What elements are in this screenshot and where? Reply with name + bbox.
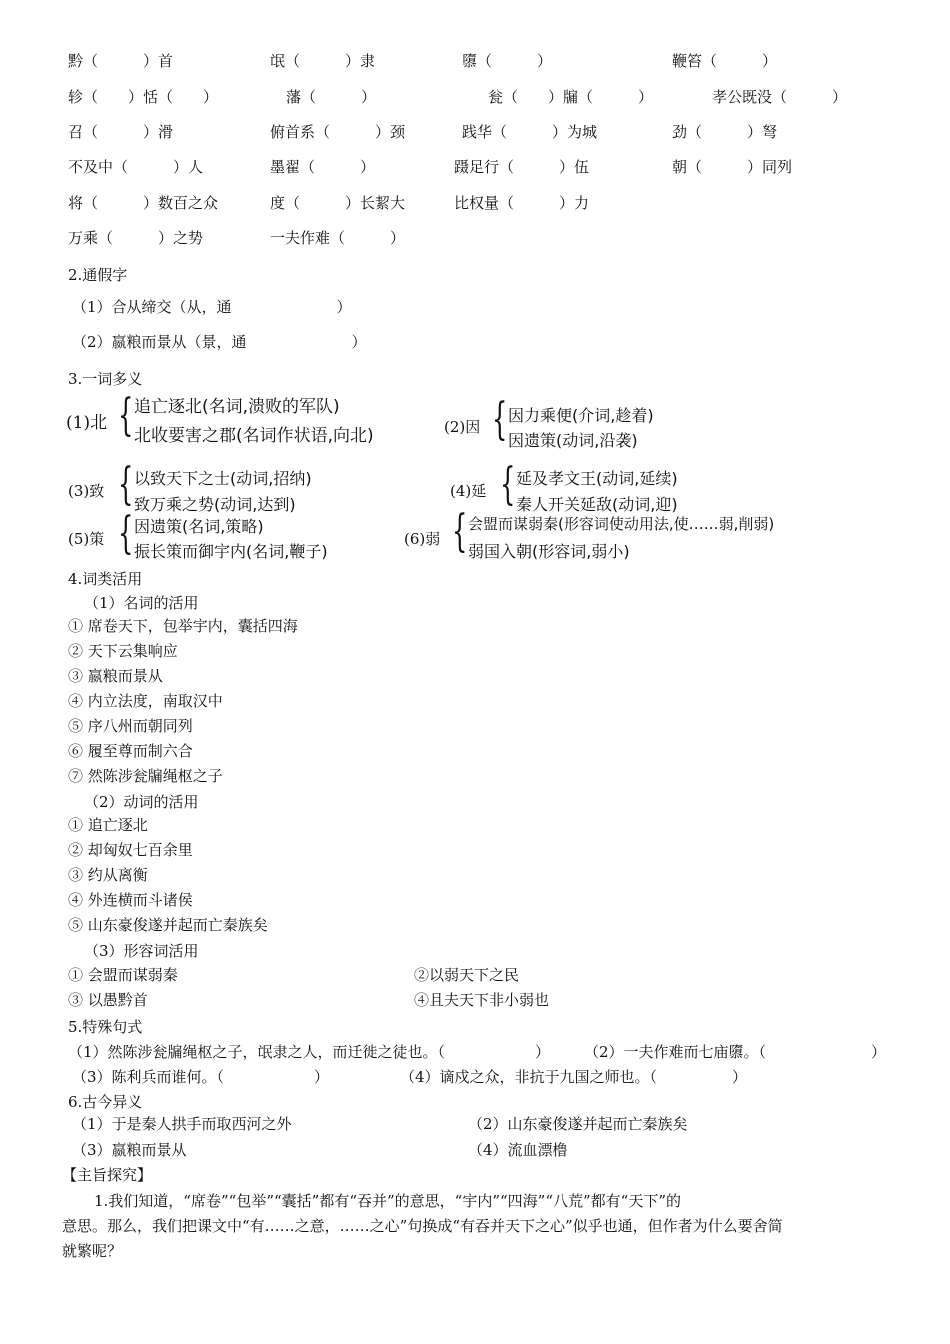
- vocab-item: 万乘（ ）之势: [68, 229, 204, 247]
- vocab-item: 孝公既没（ ）: [712, 88, 848, 106]
- vocab-item: 俯首系（ ）颈: [270, 123, 406, 141]
- polysemy-sense: 因遗策(名词,策略): [134, 517, 264, 536]
- tongjiazi-line: （2）嬴粮而景从（景，通 ）: [72, 333, 367, 351]
- example-line: ④ 内立法度，南取汉中: [68, 692, 223, 710]
- section-heading-teshujushi: 5.特殊句式: [68, 1018, 143, 1036]
- polysemy-sense: 弱国入朝(形容词,弱小): [468, 542, 630, 561]
- vocab-item: 藩（ ）: [286, 88, 377, 106]
- vocab-item: 比权量（ ）力: [454, 194, 590, 212]
- subheading: （1）名词的活用: [84, 594, 199, 612]
- example-line: ④ 外连横而斗诸侯: [68, 891, 193, 909]
- example-line: ① 追亡逐北: [68, 816, 148, 834]
- vocab-item: 度（ ）长絜大: [270, 194, 406, 212]
- vocab-item: 一夫作难（ ）: [270, 229, 406, 247]
- polysemy-label: (2)因: [444, 418, 481, 436]
- polysemy-label: (1)北: [66, 413, 108, 433]
- section-heading-gujinyiyi: 6.古今异义: [68, 1093, 143, 1111]
- example-line: ③ 嬴粮而景从: [68, 667, 163, 685]
- polysemy-sense: 致万乘之势(动词,达到): [134, 495, 296, 514]
- polysemy-sense: 秦人开关延敌(动词,迎): [516, 495, 678, 514]
- polysemy-sense: 会盟而谋弱秦(形容词使动用法,使……弱,削弱): [468, 515, 775, 533]
- polysemy-sense: 追亡逐北(名词,溃败的军队): [134, 397, 340, 417]
- tongjiazi-line: （1）合从缔交（从，通 ）: [72, 298, 352, 316]
- section-heading-cileihuoyong: 4.词类活用: [68, 570, 143, 588]
- sentence-line: （2）一夫作难而七庙隳。（ ）: [584, 1043, 887, 1061]
- vocab-item: 践华（ ）为城: [462, 123, 598, 141]
- vocab-item: 蹑足行（ ）伍: [454, 158, 590, 176]
- polysemy-sense: 延及孝文王(动词,延续): [516, 469, 678, 488]
- section-heading-tongjiazi: 2.通假字: [68, 266, 128, 284]
- sentence-line: （1）然陈涉瓮牖绳枢之子，氓隶之人，而迁徙之徒也。（ ）: [68, 1043, 551, 1061]
- sentence-line: （4）谪戍之众，非抗于九国之师也。（ ）: [400, 1068, 748, 1086]
- sentence-line: （3）陈利兵而谁何。（ ）: [72, 1068, 330, 1086]
- paragraph-line: 就繁呢？: [62, 1242, 123, 1260]
- brace-icon: {: [118, 390, 134, 441]
- paragraph-line: 意思。那么，我们把课文中“有……之意，……之心”句换成“有吞并天下之心”似乎也通，但作者为什么要舍简: [62, 1217, 783, 1235]
- brace-icon: {: [118, 459, 134, 510]
- polysemy-sense: 振长策而御宇内(名词,鞭子): [134, 542, 328, 561]
- vocab-item: 劲（ ）弩: [672, 123, 778, 141]
- polysemy-label: (4)延: [450, 482, 487, 500]
- example-line: ④且夫天下非小弱也: [414, 991, 550, 1009]
- vocab-item: 轸（ ）恬（ ）: [68, 88, 219, 106]
- example-line: ⑦ 然陈涉瓮牖绳枢之子: [68, 767, 223, 785]
- polysemy-label: (5)策: [68, 530, 105, 548]
- subheading: （3）形容词活用: [84, 942, 199, 960]
- vocab-item: 黔（ ）首: [68, 52, 174, 70]
- brace-icon: {: [118, 508, 134, 559]
- subheading: （2）动词的活用: [84, 793, 199, 811]
- vocab-item: 不及中（ ）人: [68, 158, 204, 176]
- polysemy-sense: 因遗策(动词,沿袭): [508, 431, 638, 450]
- example-line: ② 天下云集响应: [68, 642, 178, 660]
- sentence-line: （2）山东豪俊遂并起而亡秦族矣: [468, 1115, 688, 1133]
- vocab-item: 召（ ）滑: [68, 123, 174, 141]
- vocab-item: 将（ ）数百之众: [68, 194, 219, 212]
- brace-icon: {: [492, 394, 508, 445]
- vocab-item: 朝（ ）同列: [672, 158, 793, 176]
- example-line: ③ 约从离衡: [68, 866, 148, 884]
- example-line: ② 却匈奴七百余里: [68, 841, 193, 859]
- section-heading-zhuzhitanjiu: 【主旨探究】: [62, 1166, 153, 1184]
- sentence-line: （4）流血漂橹: [468, 1141, 568, 1159]
- vocab-item: 鞭笞（ ）: [672, 52, 778, 70]
- example-line: ②以弱天下之民: [414, 966, 520, 984]
- vocab-item: 墨翟（ ）: [270, 158, 376, 176]
- polysemy-label: (3)致: [68, 482, 105, 500]
- polysemy-sense: 以致天下之士(动词,招纳): [134, 469, 312, 488]
- example-line: ① 席卷天下，包举宇内，囊括四海: [68, 617, 298, 635]
- paragraph-line: 1.我们知道，“席卷”“包举”“囊括”都有“吞并”的意思，“宇内”“四海”“八荒”都有“天下”的: [94, 1192, 682, 1210]
- polysemy-label: (6)弱: [404, 530, 441, 548]
- vocab-item: 隳（ ）: [462, 52, 553, 70]
- example-line: ③ 以愚黔首: [68, 991, 148, 1009]
- example-line: ⑤ 山东豪俊遂并起而亡秦族矣: [68, 916, 268, 934]
- vocab-item: 氓（ ）隶: [270, 52, 376, 70]
- example-line: ⑤ 序八州而朝同列: [68, 717, 193, 735]
- brace-icon: {: [452, 506, 468, 557]
- polysemy-sense: 北收要害之郡(名词作状语,向北): [134, 426, 374, 446]
- section-heading-yiciduoyi: 3.一词多义: [68, 370, 143, 388]
- example-line: ⑥ 履至尊而制六合: [68, 742, 193, 760]
- vocab-item: 瓮（ ）牖（ ）: [488, 88, 654, 106]
- polysemy-sense: 因力乘便(介词,趁着): [508, 406, 654, 425]
- sentence-line: （3）嬴粮而景从: [72, 1141, 187, 1159]
- sentence-line: （1）于是秦人拱手而取西河之外: [72, 1115, 292, 1133]
- brace-icon: {: [500, 459, 516, 510]
- example-line: ① 会盟而谋弱秦: [68, 966, 178, 984]
